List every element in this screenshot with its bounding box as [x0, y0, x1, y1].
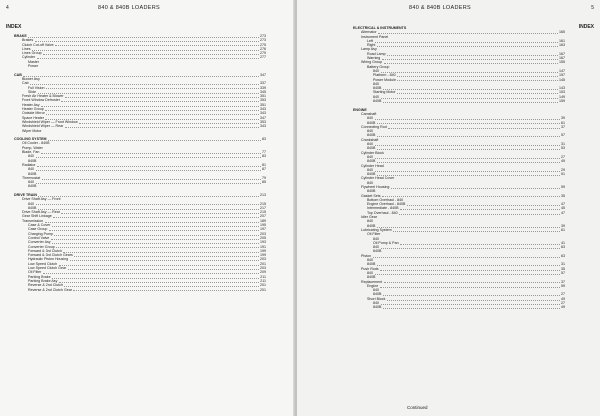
- entry-page-number: 57: [561, 133, 565, 138]
- entry-label: 840: [367, 116, 373, 121]
- entry-label: 840B: [367, 275, 376, 280]
- entry-label: 840: [367, 142, 373, 147]
- entry-label: Gasket Sets: [361, 193, 381, 198]
- entry-page-number: 193: [260, 240, 266, 245]
- entry-label: 840: [367, 180, 373, 185]
- entry-page-number: 337: [260, 81, 266, 86]
- entry-page-number: 339: [260, 85, 266, 90]
- entry-page-number: 83: [262, 137, 266, 142]
- entry-label: Fresh Air Heater & Blower: [22, 94, 64, 99]
- entry-label: Cylinder Block: [361, 150, 384, 155]
- entry-label: Battery Group: [367, 64, 390, 69]
- entry-label: Hydraulic Piston Housing: [28, 257, 69, 262]
- entry-label: 840B: [367, 159, 376, 164]
- entry-page-number: 49: [561, 305, 565, 310]
- entry-label: Converter Group: [28, 244, 55, 249]
- entry-label: Instrument Panel: [361, 34, 389, 39]
- entry-label: Drive Shaft Asy — Rear: [22, 210, 60, 215]
- entry-label: 840: [373, 288, 379, 293]
- entry-label: Idler Gear: [361, 215, 377, 220]
- entry-label: Oil Filter: [28, 270, 42, 275]
- entry-label: ENGINE: [353, 107, 367, 112]
- entry-label: Radiator: [22, 162, 36, 167]
- entry-page-number: 207: [260, 214, 266, 219]
- entry-label: Oil Filter: [367, 232, 381, 237]
- entry-page-number: 161: [559, 38, 565, 43]
- entry-page-number: 35: [561, 193, 565, 198]
- entry-label: Full Vision: [28, 85, 45, 90]
- entry-page-number: 145: [559, 77, 565, 82]
- entry-label: Heater Asy: [22, 102, 40, 107]
- entry-label: 840: [367, 129, 373, 134]
- entry-page-number: 273: [260, 34, 266, 38]
- page-number: 4: [6, 5, 9, 11]
- entry-page-number: 153: [559, 90, 565, 95]
- entry-label: Cylinder: [22, 55, 36, 60]
- page-number: 5: [591, 5, 594, 11]
- entry-page-number: 37: [561, 279, 565, 284]
- entry-page-number: 189: [260, 218, 266, 223]
- entry-label: 840B: [367, 223, 376, 228]
- entry-label: Parking Brake Asy: [28, 278, 58, 283]
- entry-label: Crankshaft: [361, 137, 379, 142]
- entry-label: Short Block: [367, 296, 386, 301]
- entry-label: Cylinder Head: [361, 163, 384, 168]
- entry-page-number: 351: [260, 102, 266, 107]
- entry-label: Flywheel Housing: [361, 184, 390, 189]
- entry-page-number: 279: [260, 51, 266, 56]
- entry-label: Intermediate - 840B: [367, 206, 399, 211]
- entry-label: 840B: [28, 158, 37, 163]
- entry-label: Low Speed Clutch: [28, 261, 58, 266]
- right-page: [297, 0, 600, 416]
- entry-page-number: 195: [260, 223, 266, 228]
- entry-label: Alternator: [361, 30, 377, 35]
- entry-label: Control Valve: [28, 235, 50, 240]
- entry-label: 840: [28, 180, 34, 185]
- entry-page-number: 353: [260, 119, 266, 124]
- dot-leader: [383, 308, 560, 309]
- entry-page-number: 201: [260, 283, 266, 288]
- entry-label: Case Group: [28, 227, 48, 232]
- entry-page-number: 31: [561, 262, 565, 267]
- entry-label: Thermostat: [22, 175, 41, 180]
- entry-page-number: 201: [260, 287, 266, 292]
- entry-page-number: 203: [260, 231, 266, 236]
- entry-label: 840B: [367, 262, 376, 267]
- entry-label: Lines Group: [22, 51, 42, 56]
- entry-label: Push Rods: [361, 266, 379, 271]
- entry-page-number: 147: [559, 68, 565, 73]
- entry-label: 840B: [373, 249, 382, 254]
- entry-page-number: 31: [561, 142, 565, 147]
- entry-label: 840B: [373, 99, 382, 104]
- entry-label: BRAKE: [14, 34, 27, 38]
- entry-page-number: 79: [262, 175, 266, 180]
- entry-page-number: 57: [561, 270, 565, 275]
- entry-page-number: 27: [561, 154, 565, 159]
- entry-label: Windshield Wiper — Rear: [22, 124, 64, 129]
- entry-page-number: 209: [260, 270, 266, 275]
- entry-page-number: 199: [260, 253, 266, 258]
- entry-label: Starting Motor: [373, 90, 396, 95]
- page-header: 840 & 840B LOADERS: [409, 5, 471, 11]
- entry-page-number: 347: [260, 72, 266, 77]
- entry-label: Gear Shift Linkage: [22, 214, 52, 219]
- entry-label: 840: [373, 94, 379, 99]
- entry-label: 840B: [367, 189, 376, 194]
- entry-page-number: 191: [260, 244, 266, 249]
- entry-page-number: 59: [561, 184, 565, 189]
- entry-label: 840: [367, 154, 373, 159]
- entry-page-number: 351: [260, 94, 266, 99]
- entry-page-number: 87: [262, 167, 266, 172]
- entry-label: Pump, Water: [22, 145, 43, 150]
- entry-page-number: 353: [260, 98, 266, 103]
- entry-page-number: 205: [260, 235, 266, 240]
- entry-page-number: 37: [561, 124, 565, 129]
- entry-label: 840B: [28, 205, 37, 210]
- entry-page-number: 47: [561, 210, 565, 215]
- index-list: [353, 26, 565, 310]
- entry-label: Low Speed Clutch Gear: [28, 266, 67, 271]
- entry-label: Case & Cover: [28, 223, 51, 228]
- entry-label: Top Overhaul - 840: [367, 210, 398, 215]
- entry-page-number: 203: [260, 266, 266, 271]
- entry-page-number: 211: [260, 278, 266, 283]
- page-header: 840 & 840B LOADERS: [98, 5, 160, 11]
- entry-label: 840: [373, 68, 379, 73]
- entry-page-number: 143: [559, 86, 565, 91]
- entry-page-number: 61: [561, 227, 565, 232]
- entry-page-number: 39: [561, 116, 565, 121]
- entry-page-number: 81: [262, 162, 266, 167]
- entry-label: Camshaft: [361, 111, 377, 116]
- entry-label: Bottom Overhaul - 840: [367, 197, 404, 202]
- entry-label: ELECTRICAL & INSTRUMENTS: [353, 26, 407, 30]
- entry-page-number: 77: [262, 150, 266, 155]
- entry-label: Lines: [22, 46, 31, 51]
- entry-label: Oil Cooler - 840B: [22, 141, 50, 146]
- entry-page-number: 27: [561, 301, 565, 305]
- entry-label: Replacement: [361, 279, 383, 284]
- entry-label: Cylinder Head Cover: [361, 176, 395, 181]
- entry-label: Front Window Defroster: [22, 98, 60, 103]
- entry-label: 840B: [367, 133, 376, 138]
- entry-page-number: 157: [559, 73, 565, 78]
- entry-label: 840B: [28, 184, 37, 189]
- entry-label: Connecting Rod: [361, 124, 387, 129]
- entry-page-number: 203: [260, 257, 266, 262]
- entry-label: Slide: [28, 89, 36, 94]
- entry-label: Drive Shaft Asy — Front: [22, 197, 61, 202]
- entry-label: Cab: [22, 81, 29, 86]
- entry-page-number: 85: [262, 180, 266, 185]
- entry-label: 840B: [373, 292, 382, 297]
- entry-page-number: 215: [260, 201, 266, 206]
- entry-label: 840B: [28, 171, 37, 176]
- entry-label: Piston: [361, 253, 371, 258]
- entry-label: Blade, Fan: [22, 150, 40, 155]
- entry-page-number: 149: [559, 94, 565, 99]
- entry-page-number: 201: [260, 261, 266, 266]
- entry-page-number: 51: [561, 172, 565, 177]
- entry-page-number: 83: [262, 154, 266, 159]
- entry-page-number: 167: [559, 51, 565, 56]
- entry-label: Clutch Cut-off Valve: [22, 42, 54, 47]
- entry-page-number: 343: [260, 107, 266, 112]
- dot-leader: [73, 290, 258, 291]
- entry-label: Brakes: [22, 38, 34, 43]
- entry-label: Outside Mirror: [22, 111, 45, 116]
- entry-label: 840B: [373, 305, 382, 310]
- entry-page-number: 165: [559, 30, 565, 35]
- entry-label: Wiring Group: [361, 60, 383, 65]
- entry-label: 840B: [367, 120, 376, 125]
- entry-page-number: 197: [260, 227, 266, 232]
- entry-page-number: 63: [561, 245, 565, 250]
- entry-label: Forward & 3rd Clutch Gears: [28, 253, 73, 258]
- entry-page-number: 275: [260, 42, 266, 47]
- entry-label: Platform - 840: [373, 73, 396, 78]
- entry-label: Lubricating System: [361, 227, 392, 232]
- entry-label: Left: [367, 38, 373, 43]
- left-page: [0, 0, 295, 416]
- entry-label: Road Lamp: [367, 51, 386, 56]
- entry-page-number: 45: [561, 206, 565, 211]
- entry-label: Engine: [367, 283, 379, 288]
- entry-label: 840: [373, 301, 379, 305]
- entry-label: 840: [373, 245, 379, 250]
- entry-page-number: 41: [561, 240, 565, 245]
- entry-label: COOLING SYSTEM: [14, 137, 47, 142]
- entry-page-number: 47: [561, 202, 565, 207]
- entry-label: Forward & 3rd Clutch: [28, 248, 62, 253]
- entry-label: Engine Overhaul - 840B: [367, 202, 406, 207]
- entry-label: 840: [28, 167, 34, 172]
- entry-page-number: 273: [260, 38, 266, 43]
- entry-page-number: 343: [260, 124, 266, 129]
- entry-page-number: 199: [260, 248, 266, 253]
- entry-label: Windshield Wiper — Front Window: [22, 119, 78, 124]
- entry-page-number: 29: [561, 167, 565, 172]
- entry-page-number: 159: [559, 99, 565, 104]
- index-entry: [353, 305, 565, 309]
- entry-page-number: 59: [561, 283, 565, 288]
- index-label: INDEX: [578, 24, 594, 30]
- entry-label: Blower Asy: [22, 76, 40, 81]
- index-label: INDEX: [6, 24, 22, 30]
- entry-label: Lamp Asy: [361, 47, 377, 52]
- entry-page-number: 61: [561, 120, 565, 125]
- entry-label: 840: [367, 270, 373, 275]
- index-entry: [14, 288, 266, 292]
- entry-label: 840B: [367, 146, 376, 151]
- entry-label: Wiper Motor: [22, 128, 42, 133]
- entry-page-number: 167: [559, 56, 565, 61]
- entry-label: Power: [28, 64, 39, 69]
- entry-label: Power Module: [373, 77, 396, 82]
- entry-label: Oil Pump & Pan: [373, 240, 399, 245]
- entry-label: Space Heater: [22, 115, 44, 120]
- entry-page-number: 27: [561, 292, 565, 297]
- entry-label: 840: [367, 167, 373, 172]
- entry-page-number: 343: [260, 111, 266, 116]
- entry-page-number: 217: [260, 205, 266, 210]
- entry-page-number: 215: [260, 210, 266, 215]
- entry-page-number: 163: [559, 43, 565, 48]
- entry-label: Warning: [367, 56, 381, 61]
- entry-label: 840: [367, 258, 373, 263]
- entry-label: Heater Group: [22, 107, 44, 112]
- entry-label: 840: [28, 201, 34, 206]
- entry-label: Converter Asy: [28, 240, 51, 245]
- entry-page-number: 277: [260, 55, 266, 60]
- entry-page-number: 155: [559, 60, 565, 65]
- entry-label: Reverse & 2nd Clutch Gear: [28, 287, 72, 292]
- entry-label: Charging Pump: [28, 231, 53, 236]
- entry-label: 840: [373, 236, 379, 241]
- entry-label: 840: [373, 81, 379, 86]
- entry-label: 840B: [373, 86, 382, 91]
- entry-page-number: 53: [561, 146, 565, 151]
- entry-label: CAB: [14, 72, 22, 77]
- entry-page-number: 213: [260, 192, 266, 197]
- entry-label: Reverse & 2nd Clutch: [28, 283, 63, 288]
- entry-page-number: 345: [260, 89, 266, 94]
- entry-page-number: 39: [561, 223, 565, 228]
- entry-label: 840: [367, 219, 373, 224]
- entry-page-number: 347: [260, 115, 266, 120]
- entry-label: Parking Brake: [28, 274, 51, 279]
- entry-page-number: 276: [260, 46, 266, 51]
- entry-page-number: 49: [561, 159, 565, 164]
- entry-page-number: 49: [561, 296, 565, 301]
- entry-label: Right: [367, 43, 376, 48]
- entry-label: Transmission: [22, 218, 44, 223]
- entry-label: 840B: [367, 172, 376, 177]
- index-list: [14, 34, 266, 292]
- entry-label: DRIVE TRAIN: [14, 192, 37, 197]
- entry-page-number: 35: [561, 266, 565, 271]
- entry-label: 840: [28, 154, 34, 159]
- entry-label: Master: [28, 59, 39, 64]
- continued-label: Continued: [407, 405, 428, 410]
- entry-page-number: 211: [260, 274, 266, 279]
- entry-page-number: 63: [561, 253, 565, 258]
